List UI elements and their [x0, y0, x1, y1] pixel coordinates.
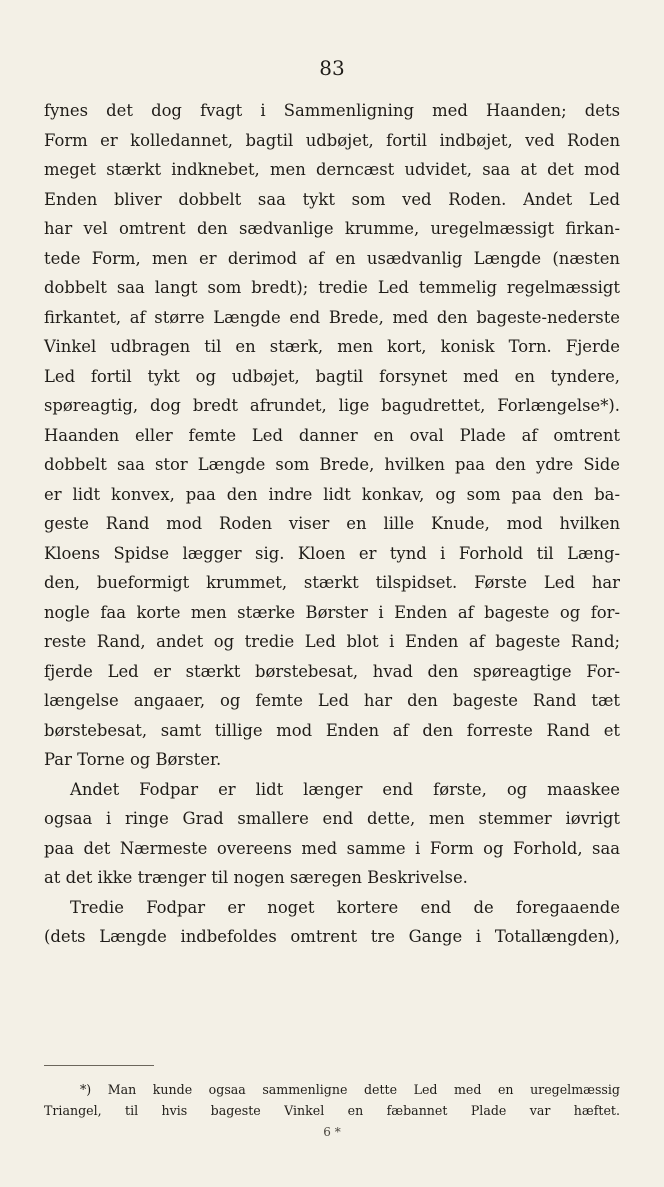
text-line: (dets Længde indbefoldes omtrent tre Gange i Totallængden), — [44, 927, 620, 946]
text-line: spøreagtig, dog bredt afrundet, lige bagudrettet, Forlængelse*). — [44, 396, 620, 415]
text-line: fjerde Led er stærkt børstebesat, hvad den spøreagtige For- — [44, 661, 620, 681]
footnote — [44, 1079, 620, 1121]
text-line: børstebesat, samt tillige mod Enden af den forreste Rand et — [44, 720, 620, 740]
signature-mark: 6 * — [323, 1125, 341, 1139]
page-number: 83 — [319, 56, 345, 80]
text-line: Par Torne og Børster. — [44, 750, 222, 769]
text-line: Led fortil tykt og udbøjet, bagtil forsynet med en tyndere, — [44, 366, 620, 386]
paragraph-3 — [44, 893, 620, 952]
paragraph-2 — [44, 775, 620, 893]
text-line: Haanden eller femte Led danner en oval Plade af omtrent — [44, 425, 620, 445]
text-line: har vel omtrent den sædvanlige krumme, uregelmæssigt firkan- — [44, 219, 620, 238]
text-line: den, bueformigt krummet, stærkt tilspidset. Første Led har — [44, 573, 620, 592]
text-line: geste Rand mod Roden viser en lille Knude, mod hvilken — [44, 514, 620, 533]
footnote-divider — [44, 1065, 154, 1066]
text-line: fynes det dog fvagt i Sammenligning med Haanden; dets — [44, 101, 620, 120]
body-text — [44, 96, 620, 952]
text-line: at det ikke trænger til nogen særegen Beskrivelse. — [44, 868, 468, 887]
text-line: tede Form, men er derimod af en usædvanlig Længde (næsten — [44, 248, 620, 268]
text-line: dobbelt saa stor Længde som Brede, hvilken paa den ydre Side — [44, 455, 620, 474]
paragraph-1 — [44, 96, 620, 775]
text-line: Vinkel udbragen til en stærk, men kort, konisk Torn. Fjerde — [44, 337, 620, 356]
text-line: Enden bliver dobbelt saa tykt som ved Roden. Andet Led — [44, 189, 620, 209]
text-line: er lidt konvex, paa den indre lidt konkav, og som paa den ba- — [44, 484, 620, 504]
text-line: Kloens Spidse lægger sig. Kloen er tynd i Forhold til Læng- — [44, 543, 620, 563]
text-line: Tredie Fodpar er noget kortere end de foregaaende — [70, 897, 620, 917]
text-line: længelse angaaer, og femte Led har den bageste Rand tæt — [44, 691, 620, 710]
text-line: meget stærkt indknebet, men derncæst udvidet, saa at det mod — [44, 160, 620, 179]
text-line: reste Rand, andet og tredie Led blot i Enden af bageste Rand; — [44, 632, 620, 651]
text-line: dobbelt saa langt som bredt); tredie Led temmelig regelmæssigt — [44, 278, 620, 297]
text-line: Andet Fodpar er lidt længer end første, og maaskee — [70, 779, 620, 799]
text-line: nogle faa korte men stærke Børster i Enden af bageste og for- — [44, 602, 620, 622]
footnote-line: Triangel, til hvis bageste Vinkel en fæbannet Plade var hæftet. — [44, 1103, 620, 1118]
footnote-line: *) Man kunde ogsaa sammenligne dette Led med en uregelmæssig — [80, 1082, 620, 1097]
text-line: ogsaa i ringe Grad smallere end dette, men stemmer iøvrigt — [44, 809, 620, 828]
text-line: Form er kolledannet, bagtil udbøjet, fortil indbøjet, ved Roden — [44, 130, 620, 150]
text-line: firkantet, af større Længde end Brede, med den bageste-nederste — [44, 307, 620, 327]
text-line: paa det Nærmeste overeens med samme i Form og Forhold, saa — [44, 838, 620, 858]
